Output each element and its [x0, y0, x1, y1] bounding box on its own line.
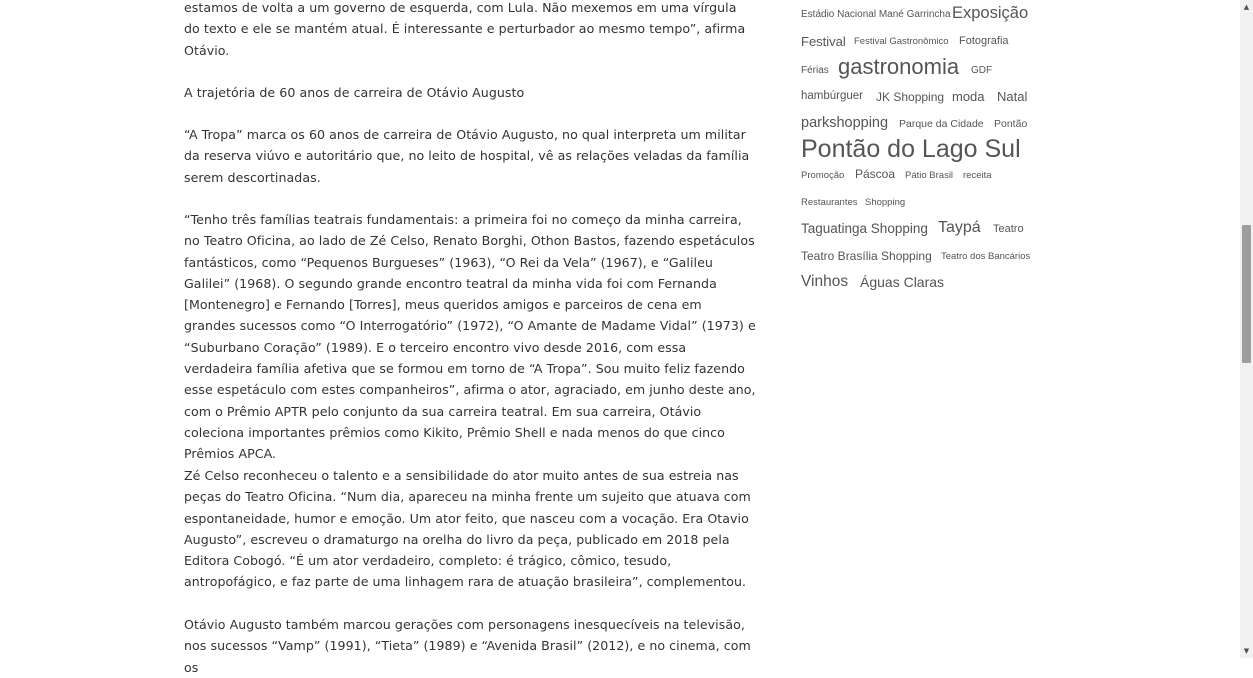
article-paragraph: Otávio Augusto também marcou gerações com personagens inesquecíveis na televisão, nos sucessos “Vamp” (1991), “Tieta” (1989) e “Avenida Brasil” (2012), e no cinema, com os: [184, 617, 751, 675]
tag-link[interactable]: Festival: [801, 34, 846, 49]
tag-link[interactable]: Estádio Nacional Mané Garrincha: [801, 9, 951, 20]
tag-link[interactable]: Taguatinga Shopping: [801, 221, 928, 236]
tag-link[interactable]: Restaurantes: [801, 197, 858, 208]
tag-link[interactable]: Pátio Brasil: [905, 170, 954, 181]
tag-link[interactable]: Taypá: [938, 219, 981, 236]
article-paragraph: Zé Celso reconheceu o talento e a sensibilidade do ator muito antes de sua estreia nas peças do Teatro Oficina. “Num dia, apareceu na minha frente um sujeito que atuava com espontaneidade, humor e emoção. Um ator feito, que nasceu com a vocação. Era Otavio Augusto”, escreveu o dramaturgo na orelha do livro da peça, publicado em 2018 pela Editora Cobogó. “É um ator verdadeiro, completo: é trágico, cômico, tesudo, antropofágico, e faz parte de uma linhagem rara de atuação brasileira”, complementou.: [184, 468, 751, 590]
tag-link[interactable]: Exposição: [952, 4, 1029, 22]
tag-link[interactable]: parkshopping: [801, 115, 889, 131]
tag-link[interactable]: moda: [952, 89, 985, 104]
tag-link[interactable]: Teatro Brasília Shopping: [801, 249, 932, 263]
tag-link[interactable]: gastronomia: [838, 54, 960, 79]
tag-link[interactable]: Vinhos: [801, 273, 849, 290]
tag-link[interactable]: hambúrguer: [801, 90, 864, 102]
scroll-up-arrow-icon[interactable]: ▲: [1243, 3, 1250, 11]
tag-link[interactable]: Festival Gastronômico: [854, 36, 949, 47]
scrollbar-thumb[interactable]: [1242, 225, 1251, 363]
tag-link[interactable]: Natal: [997, 89, 1028, 104]
tag-link[interactable]: Páscoa: [855, 167, 896, 181]
tag-link[interactable]: GDF: [971, 65, 993, 76]
page-scrollbar[interactable]: [1240, 0, 1253, 658]
article-paragraph: “Tenho três famílias teatrais fundamentais: a primeira foi no começo da minha carreira, no Teatro Oficina, ao lado de Zé Celso, Renato Borghi, Othon Bastos, fazendo espetáculos fantásticos, como “Pequenos Burgueses” (1963), “O Rei da Vela” (1967), e “Galileu Galilei” (1968). O segundo grande encontro teatral da minha vida foi com Fernanda [Montenegro] e Fernando [Torres], meus queridos amigos e parceiros de cena em grandes sucessos como “O Interrogatório” (1972), “O Amante de Madame Vidal” (1973) e “Suburbano Coração” (1989). E o terceiro encontro vivo desde 2016, com essa verdadeira família afetiva que se formou em torno de “A Tropa”. Sou muito feliz fazendo esse espetáculo com estes companheiros”, afirma o ator, agraciado, em junho deste ano, com o Prêmio APTR pelo conjunto da sua carreira teatral. Em sua carreira, Otávio coleciona importantes prêmios como Kikito, Prêmio Shell e nada menos do que cinco Prêmios APCA.: [184, 212, 756, 462]
tag-link[interactable]: JK Shopping: [876, 90, 945, 104]
scroll-down-arrow-icon[interactable]: ▼: [1243, 647, 1250, 655]
article-paragraph: estamos de volta a um governo de esquerda, com Lula. Não mexemos em uma vírgula do texto e ele se mantém atual. É interessante e perturbador ao mesmo tempo”, afirma Otávio.: [184, 0, 746, 58]
article-subheading: A trajetória de 60 anos de carreira de Otávio Augusto: [184, 85, 525, 100]
tag-link[interactable]: Pontão: [994, 118, 1028, 130]
tag-link[interactable]: receita: [963, 170, 992, 181]
tag-link[interactable]: Shopping: [865, 197, 906, 208]
tag-link[interactable]: Pontão do Lago Sul: [801, 135, 1021, 163]
tag-link[interactable]: Férias: [801, 65, 829, 76]
tag-link[interactable]: Parque da Cidade: [899, 118, 984, 130]
tag-link[interactable]: Teatro: [993, 223, 1024, 235]
article-paragraph: “A Tropa” marca os 60 anos de carreira de Otávio Augusto, no qual interpreta um militar da reserva viúvo e autoritário que, no leito de hospital, vê as relações veladas da família serem descortinadas.: [184, 127, 750, 185]
tag-link[interactable]: Águas Claras: [860, 274, 945, 290]
tag-link[interactable]: Teatro dos Bancários: [941, 251, 1031, 262]
tag-link[interactable]: Fotografia: [959, 35, 1009, 47]
tag-link[interactable]: Promoção: [801, 170, 845, 181]
